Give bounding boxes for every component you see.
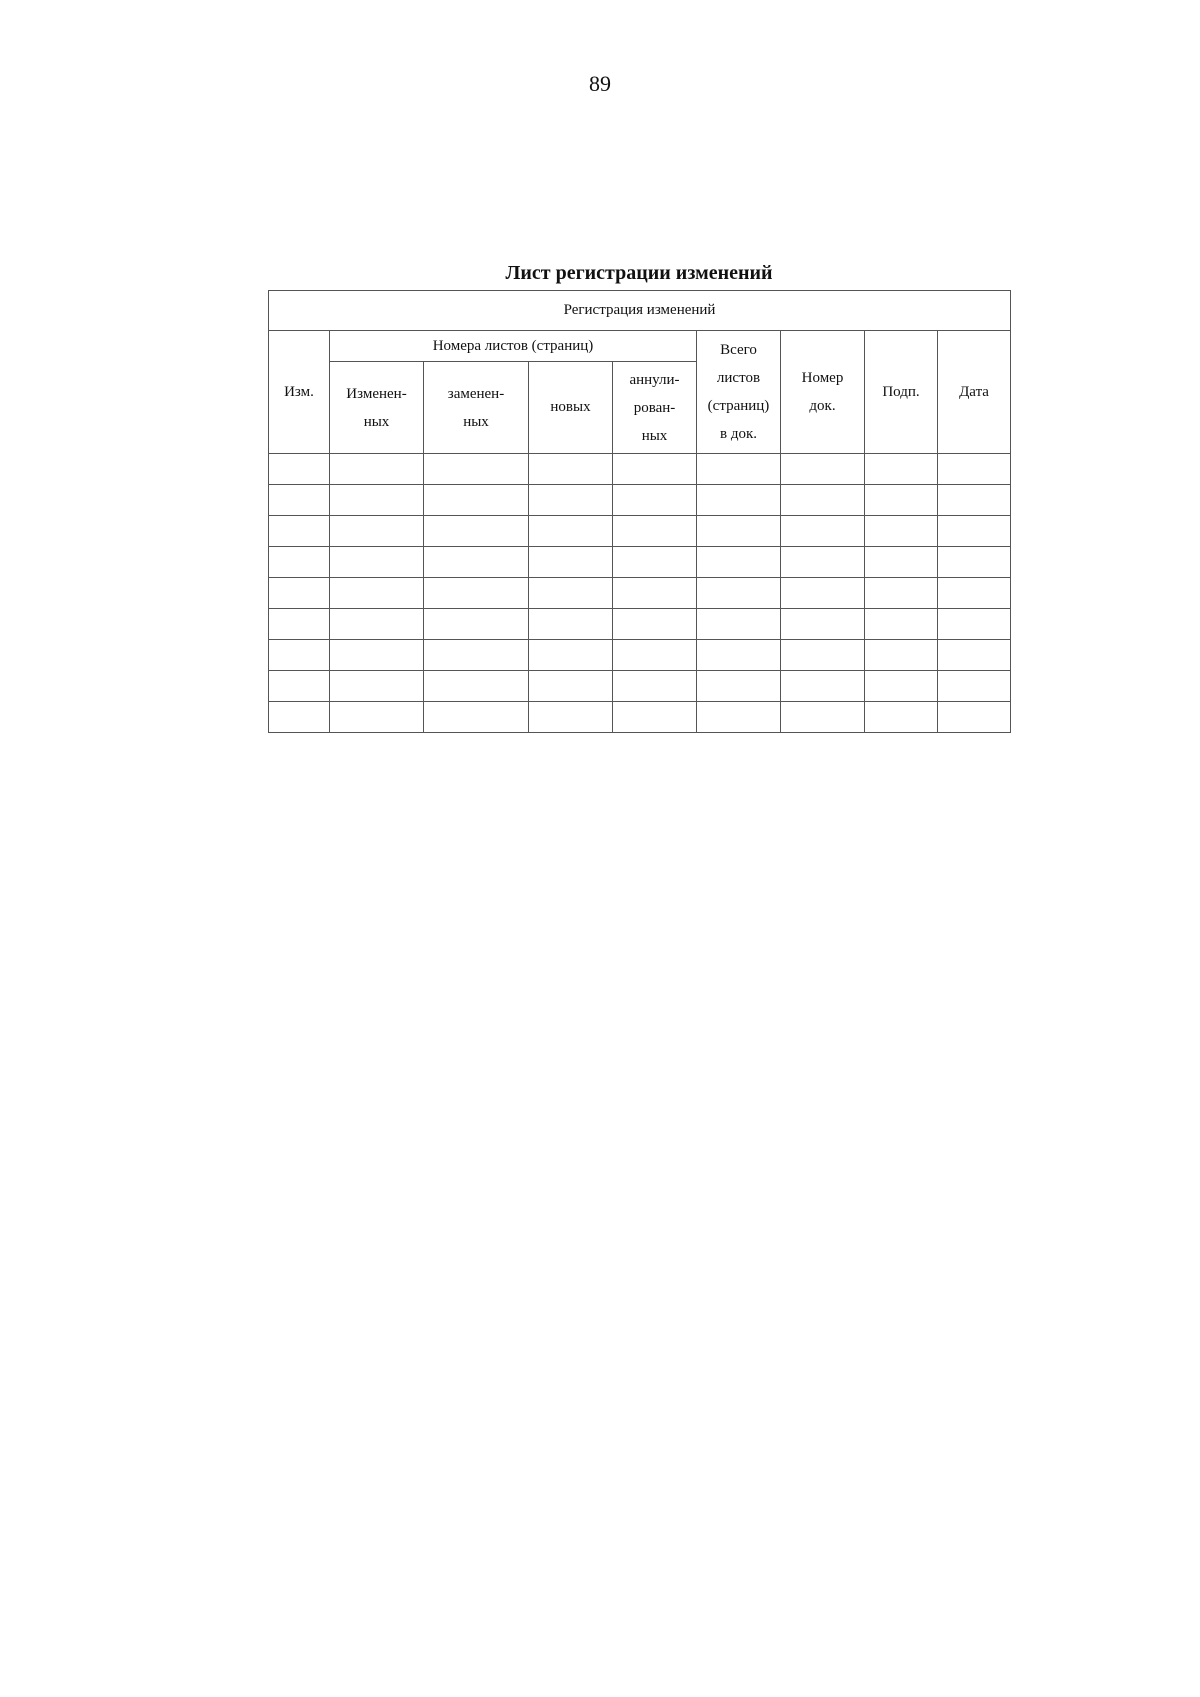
table-cell — [613, 485, 697, 516]
table-caption-text: Регистрация изменений — [563, 302, 716, 318]
table-cell — [865, 702, 938, 733]
table-cell — [865, 516, 938, 547]
table-cell — [424, 671, 529, 702]
table-cell — [781, 702, 865, 733]
page-number: 89 — [589, 71, 611, 96]
table-cell — [938, 454, 1011, 485]
table-cell — [697, 578, 781, 609]
header-sheet-numbers-text: Номера листов (страниц) — [432, 337, 594, 354]
table-cell — [529, 671, 613, 702]
header-annulled-text: аннули- рован- ных — [629, 371, 680, 444]
table-cell — [938, 671, 1011, 702]
table-cell — [613, 578, 697, 609]
table-cell — [938, 609, 1011, 640]
header-izm-text: Изм. — [284, 383, 314, 400]
table-cell — [938, 547, 1011, 578]
table-cell — [697, 516, 781, 547]
table-cell — [938, 516, 1011, 547]
header-date-text: Дата — [959, 383, 989, 400]
table-cell — [781, 485, 865, 516]
header-annulled — [613, 362, 697, 454]
table-cell — [613, 516, 697, 547]
table-cell — [330, 454, 424, 485]
header-new — [529, 362, 613, 454]
table-cell — [269, 485, 330, 516]
table-cell — [424, 609, 529, 640]
table-caption — [269, 291, 1011, 331]
table-cell — [330, 609, 424, 640]
table-cell — [529, 547, 613, 578]
table-cell — [424, 578, 529, 609]
table-cell — [330, 702, 424, 733]
table-row — [269, 516, 1011, 547]
table-row — [269, 578, 1011, 609]
table-cell — [424, 640, 529, 671]
table-cell — [424, 702, 529, 733]
table-cell — [330, 640, 424, 671]
table-cell — [865, 547, 938, 578]
table-cell — [865, 609, 938, 640]
table-cell — [938, 485, 1011, 516]
table-cell — [865, 485, 938, 516]
table-cell — [269, 702, 330, 733]
table-cell — [529, 702, 613, 733]
table-cell — [697, 609, 781, 640]
header-total-sheets-text: Всего листов (страниц) в док. — [707, 342, 770, 442]
table-cell — [330, 547, 424, 578]
table-cell — [529, 454, 613, 485]
header-signature-text: Подп. — [882, 383, 920, 400]
table-cell — [529, 516, 613, 547]
table-cell — [424, 485, 529, 516]
table-row — [269, 454, 1011, 485]
table-cell — [529, 609, 613, 640]
table-row — [269, 485, 1011, 516]
table-cell — [330, 516, 424, 547]
table-cell — [697, 671, 781, 702]
table-cell — [697, 640, 781, 671]
table-cell — [613, 702, 697, 733]
table-cell — [613, 547, 697, 578]
table-row — [269, 702, 1011, 733]
table-cell — [613, 609, 697, 640]
table-cell — [938, 702, 1011, 733]
table-cell — [697, 702, 781, 733]
header-doc-number — [781, 331, 865, 454]
table-cell — [865, 671, 938, 702]
table-cell — [781, 671, 865, 702]
table-cell — [424, 454, 529, 485]
header-sheet-numbers — [330, 331, 697, 362]
table-cell — [269, 454, 330, 485]
header-izm — [269, 331, 330, 454]
header-date — [938, 331, 1011, 454]
table-cell — [781, 578, 865, 609]
header-new-text: новых — [550, 399, 591, 415]
table-cell — [269, 640, 330, 671]
table-cell — [529, 485, 613, 516]
table-cell — [424, 547, 529, 578]
table-cell — [697, 485, 781, 516]
table-cell — [613, 454, 697, 485]
table-cell — [529, 640, 613, 671]
table-cell — [269, 578, 330, 609]
table-row — [269, 547, 1011, 578]
table-cell — [529, 578, 613, 609]
header-replaced-text: заменен- ных — [447, 385, 505, 430]
table-cell — [330, 671, 424, 702]
table-cell — [938, 640, 1011, 671]
header-changed-text: Изменен- ных — [346, 385, 407, 430]
table-cell — [697, 454, 781, 485]
table-cell — [269, 609, 330, 640]
table-cell — [330, 578, 424, 609]
header-total-sheets — [697, 331, 781, 454]
table-cell — [330, 485, 424, 516]
table-cell — [613, 640, 697, 671]
table-row — [269, 640, 1011, 671]
table-cell — [781, 516, 865, 547]
table-cell — [269, 671, 330, 702]
header-doc-number-text: Номер док. — [801, 370, 844, 414]
table-cell — [865, 454, 938, 485]
table-cell — [781, 640, 865, 671]
table-row — [269, 671, 1011, 702]
table-cell — [781, 609, 865, 640]
table-cell — [865, 578, 938, 609]
table-cell — [613, 671, 697, 702]
table-cell — [424, 516, 529, 547]
table-cell — [781, 547, 865, 578]
header-signature — [865, 331, 938, 454]
table-cell — [269, 547, 330, 578]
table-cell — [697, 547, 781, 578]
header-replaced — [424, 362, 529, 454]
table-cell — [938, 578, 1011, 609]
table-body — [269, 454, 1011, 733]
header-changed — [330, 362, 424, 454]
change-registration-table — [268, 290, 1011, 733]
table-cell — [781, 454, 865, 485]
sheet-title: Лист регистрации изменений — [505, 262, 773, 284]
table-cell — [865, 640, 938, 671]
table-cell — [269, 516, 330, 547]
table-row — [269, 609, 1011, 640]
